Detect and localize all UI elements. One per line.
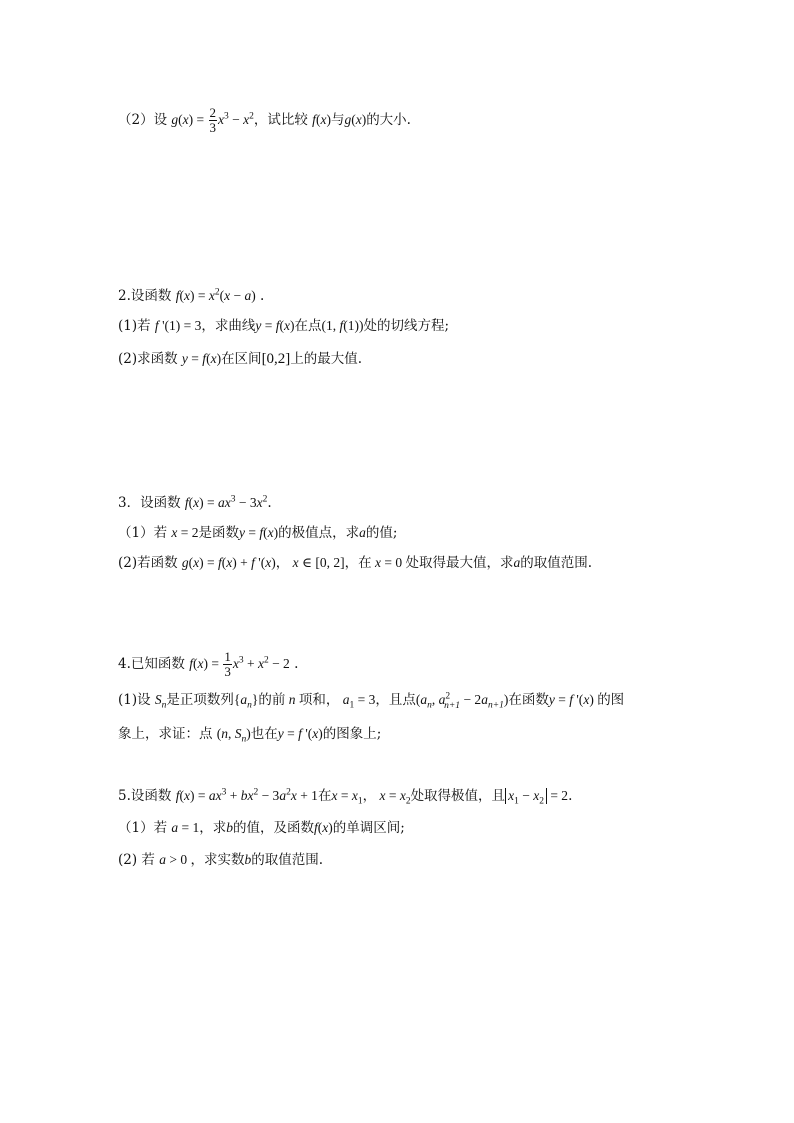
problem4-stem: 4.已知函数 f(x) = $\frac{1}{3}$ $x^3 + x^2 - 2$ . (118, 649, 299, 679)
fraction-1-3: $\frac{1}{3}$ (224, 649, 231, 679)
problem3-part2: (2)若函数 g(x) = f(x) + f '(x)， x ∈ [0, 2]，在 x = 0 处取得最大值，求a的取值范围. (118, 555, 593, 571)
fraction-2-3: $\frac{2}{3}$ (209, 105, 216, 135)
problem5-part2: (2) 若 a > 0 ，求实数b的取值范围. (118, 852, 324, 868)
formula-g: g (171, 112, 179, 127)
problem4-part1-line2: 象上，求证：点 (n, $S_n$)也在y = f '(x)的图象上; (118, 726, 382, 745)
problem3-stem: 3．设函数 $f(x) = ax^3 - 3x^2$. (118, 494, 272, 511)
problem2-part2: (2)求函数 y = f(x)在区间[0,2]上的最大值. (118, 351, 363, 367)
problem2-stem: 2.设函数 $f(x) = x^2(x - a)$ . (118, 287, 265, 304)
problem3-part1: （1）若 x = 2是函数y = f(x)的极值点，求a的值; (118, 525, 398, 541)
problem5-part1: （1）若 a = 1，求b的值，及函数f(x)的单调区间; (118, 820, 405, 836)
part-label: （2）设 (118, 112, 168, 128)
problem1-part2-line: （2）设 g(x) = $\frac{2}{3}$ $x^3 - x^2$，试比较 f(x)与g(x)的大小. (118, 105, 411, 135)
problem2-part1: (1)若 f '(1) = 3，求曲线y = f(x)在点(1, f(1))处的切线方程; (118, 318, 450, 334)
problem4-part1: (1)设 $S_n$是正项数列$\{a_n\}$的前 n 项和， $a_1 = 3$，且点($a_n$, $a^2_{n+1} - 2a_{n+1}$)在函数y = f '(x) 的图 (118, 691, 625, 711)
problem5-stem: 5.设函数 $f(x) = ax^3 + bx^2 - 3a^2x + 1$在$x = x_1$， $x = x_2$处取得极值，且 $x_1 - x_2 = 2$. (118, 787, 573, 807)
